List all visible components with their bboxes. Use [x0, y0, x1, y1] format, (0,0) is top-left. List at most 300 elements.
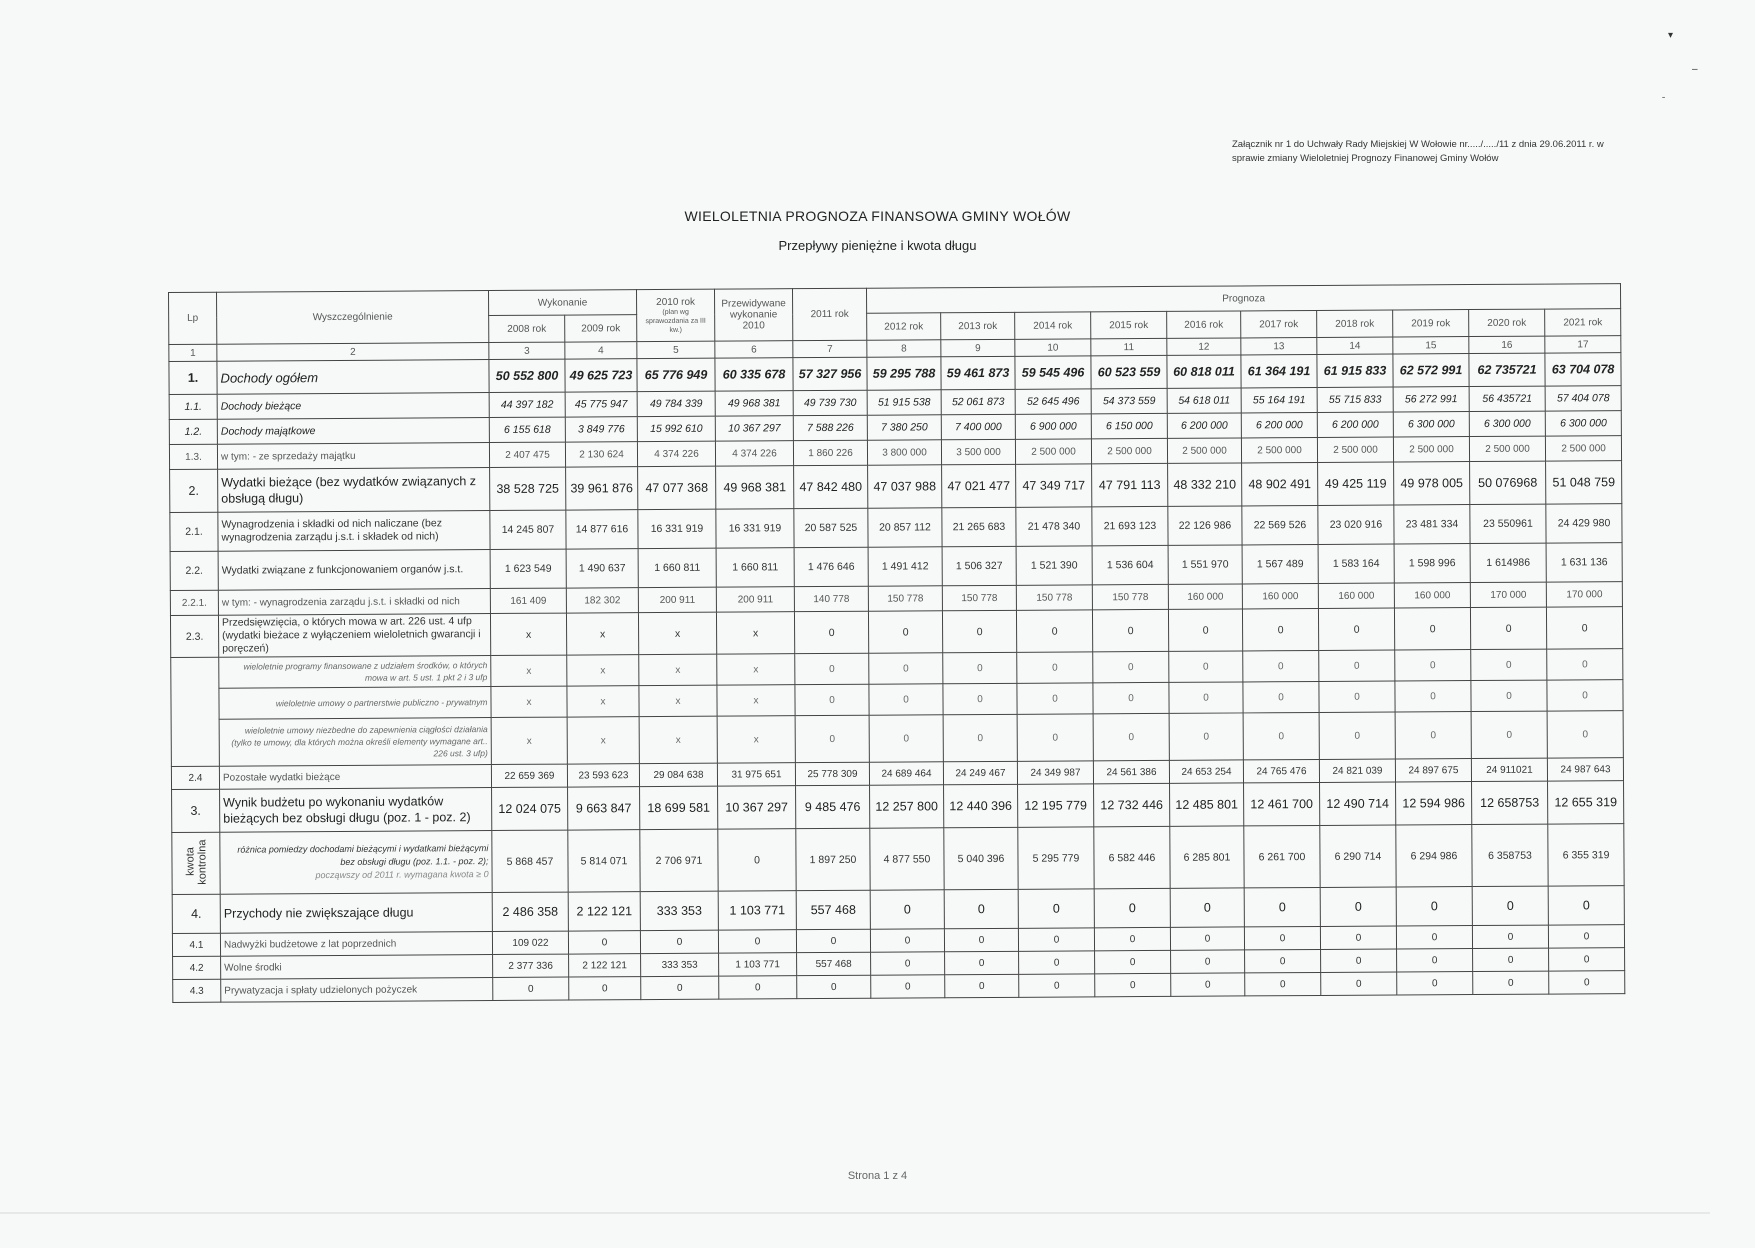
value-cell: 2 500 000 — [1317, 437, 1393, 462]
value-cell: 0 — [1318, 608, 1394, 650]
value-cell: 0 — [1547, 711, 1623, 758]
header-2009: 2009 rok — [565, 315, 637, 342]
page-title: WIELOLETNIA PROGNOZA FINANSOWA GMINY WOŁÓW — [684, 208, 1071, 224]
value-cell: 56 435721 — [1469, 386, 1545, 411]
row-description-text: w tym: - ze sprzedaży majątku — [220, 450, 356, 463]
value-cell: 6 300 000 — [1545, 411, 1621, 436]
value-cell: 6 155 618 — [489, 417, 565, 442]
value-cell: 1 614986 — [1470, 543, 1546, 582]
value-cell: 55 164 191 — [1241, 387, 1317, 412]
column-number: 7 — [793, 340, 867, 357]
column-number: 6 — [715, 341, 793, 358]
value-cell: 62 735721 — [1469, 353, 1545, 386]
row-description — [218, 511, 490, 552]
value-cell: 0 — [944, 889, 1018, 928]
row-description-text: wieloletnie programy finansowane z udziałem środków, o których mowa w art. 5 ust. 1 pkt 2 i 3 ufp — [243, 660, 488, 683]
column-number: 16 — [1469, 336, 1545, 353]
value-cell: 0 — [1018, 889, 1094, 928]
value-cell: 5 868 457 — [492, 830, 568, 892]
page-footer: Strona 1 z 4 — [847, 1170, 908, 1182]
value-cell: 15 992 610 — [637, 416, 715, 441]
value-cell: 0 — [868, 611, 942, 653]
header-forecast-year: 2014 rok — [1015, 312, 1091, 339]
value-cell: 22 659 369 — [491, 764, 567, 787]
row-number: 2.2. — [170, 551, 218, 590]
value-cell: 16 331 919 — [638, 509, 716, 548]
row-number: 2. — [170, 469, 218, 512]
value-cell: 1 103 771 — [718, 891, 796, 930]
value-cell: 9 485 476 — [796, 785, 870, 828]
annex-note: Załącznik nr 1 do Uchwały Rady Miejskiej W Wołowie nr...../...../11 z dnia 29.06.2011 r. w sprawie zmiany Wieloletniej Prognozy Finanowej Gminy Wołów — [1232, 139, 1604, 164]
value-cell: 0 — [871, 975, 945, 998]
value-cell: 0 — [1395, 712, 1471, 759]
header-forecast-year: 2018 rok — [1317, 310, 1393, 337]
value-cell: 0 — [1019, 974, 1095, 997]
row-number: 2.1. — [170, 512, 218, 551]
value-cell: 0 — [1397, 972, 1473, 995]
row-number: 2.3. — [170, 615, 218, 657]
value-cell: x — [491, 717, 567, 764]
value-cell: 0 — [1242, 608, 1318, 650]
value-cell: 7 588 226 — [793, 415, 867, 440]
value-cell: 12 732 446 — [1094, 783, 1170, 826]
row-number: 1.3. — [169, 444, 217, 469]
value-cell: 0 — [1473, 948, 1549, 971]
value-cell: 2 500 000 — [1091, 438, 1167, 463]
value-cell: 22 126 986 — [1168, 506, 1242, 545]
value-cell: 7 400 000 — [941, 414, 1015, 439]
value-cell: 21 265 683 — [942, 507, 1016, 546]
value-cell: 1 583 164 — [1318, 544, 1394, 583]
row-number: 1. — [169, 361, 217, 394]
value-cell: 0 — [945, 974, 1019, 997]
value-cell: x — [567, 717, 639, 764]
value-cell: 3 800 000 — [867, 440, 941, 465]
value-cell: 0 — [1092, 609, 1168, 651]
value-cell: 57 404 078 — [1545, 386, 1621, 411]
row-description-text: Pozostałe wydatki bieżące — [222, 771, 341, 784]
value-cell: 0 — [1470, 607, 1546, 649]
value-cell: 6 290 714 — [1320, 825, 1396, 887]
value-cell: 24 911021 — [1471, 758, 1547, 781]
row-description-text: Przedsięwzięcia, o których mowa w art. 226 ust. 4 ufp (wydatki bieżace z wyłączeniem wieloletnich gwarancji i poręczeń) — [221, 615, 481, 655]
row-description-text: wieloletnie umowy o partnerstwie publiczno - prywatnym — [275, 697, 488, 709]
value-cell: 59 461 873 — [941, 356, 1015, 389]
value-cell: 47 037 988 — [868, 465, 942, 508]
value-cell: 38 528 725 — [490, 467, 566, 510]
value-cell: 0 — [1245, 949, 1321, 972]
value-cell: 0 — [1093, 682, 1169, 713]
value-cell: 0 — [1095, 950, 1171, 973]
value-cell: 0 — [1017, 652, 1093, 683]
margin-mark: ▾ — [1668, 30, 1674, 41]
row-description — [219, 656, 491, 689]
value-cell: 0 — [1395, 650, 1471, 681]
value-cell: x — [717, 685, 795, 716]
value-cell: 160 000 — [1242, 583, 1318, 608]
row-description — [217, 443, 489, 470]
value-cell: 49 625 723 — [565, 359, 637, 392]
value-cell: 12 024 075 — [492, 787, 568, 830]
value-cell: 5 814 071 — [568, 830, 640, 892]
row-description-text: Wynik budżetu po wykonaniu wydatków bieżących bez obsługi długu (poz. 1 - poz. 2) — [223, 794, 471, 826]
value-cell: 2 500 000 — [1015, 439, 1091, 464]
value-cell: 0 — [795, 684, 869, 715]
value-cell: 557 468 — [797, 952, 871, 975]
value-cell: 2 500 000 — [1469, 436, 1545, 461]
value-cell: x — [491, 655, 567, 686]
value-cell: 12 461 700 — [1244, 782, 1320, 825]
value-cell: 1 631 136 — [1546, 543, 1622, 582]
value-cell: 0 — [1396, 887, 1472, 926]
value-cell: 49 978 005 — [1394, 462, 1470, 505]
value-cell: 0 — [1243, 650, 1319, 681]
row-number — [171, 657, 220, 766]
value-cell: 0 — [1395, 681, 1471, 712]
value-cell: 48 332 210 — [1168, 463, 1242, 506]
value-cell: 61 364 191 — [1241, 354, 1317, 387]
value-cell: 12 594 986 — [1396, 782, 1472, 825]
value-cell: 24 897 675 — [1395, 759, 1471, 782]
value-cell: 1 598 996 — [1394, 544, 1470, 583]
row-description-text: w tym: - wynagrodzenia zarządu j.s.t. i składki od nich — [221, 595, 460, 609]
value-cell: 0 — [1549, 971, 1625, 994]
header-2011: 2011 rok — [793, 288, 867, 340]
value-cell: 6 355 319 — [1548, 824, 1625, 886]
value-cell: x — [567, 655, 639, 686]
table-row — [172, 824, 1624, 895]
value-cell: 6 358753 — [1472, 824, 1548, 886]
row-description — [218, 468, 490, 513]
value-cell: 24 429 980 — [1546, 504, 1622, 543]
value-cell: 10 367 297 — [715, 416, 793, 441]
value-cell: 2 500 000 — [1393, 437, 1469, 462]
value-cell: 24 765 476 — [1243, 759, 1319, 782]
column-number: 13 — [1241, 337, 1317, 354]
value-cell: 51 048 759 — [1546, 461, 1622, 504]
value-cell: 1 490 637 — [566, 549, 638, 588]
value-cell: 23 481 334 — [1394, 505, 1470, 544]
value-cell: 1 897 250 — [796, 828, 870, 890]
value-cell: x — [567, 686, 639, 717]
value-cell: 0 — [1169, 713, 1243, 760]
header-2010-plan-note: (plan wg sprawozdania za III kw.) — [645, 308, 706, 334]
value-cell: 7 380 250 — [867, 415, 941, 440]
header-forecast-year: 2020 rok — [1469, 309, 1545, 336]
column-number: 12 — [1167, 338, 1241, 355]
value-cell: 29 084 638 — [639, 763, 717, 786]
column-number: 2 — [217, 343, 489, 362]
value-cell: x — [639, 716, 717, 763]
header-forecast-year: 2017 rok — [1241, 310, 1317, 337]
row-description — [217, 393, 489, 420]
column-number: 5 — [637, 341, 715, 358]
value-cell: 0 — [493, 977, 569, 1000]
value-cell: 1 660 811 — [716, 548, 794, 587]
value-cell: 150 778 — [1016, 585, 1092, 610]
value-cell: 65 776 949 — [637, 358, 715, 391]
value-cell: 31 975 651 — [717, 763, 795, 786]
header-forecast-year: 2016 rok — [1167, 311, 1241, 338]
column-number: 15 — [1393, 337, 1469, 354]
value-cell: 47 842 480 — [794, 465, 868, 508]
value-cell: 0 — [1320, 887, 1396, 926]
row-description — [221, 955, 493, 980]
value-cell: 60 818 011 — [1167, 355, 1241, 388]
control-amount-label: kwota kontrolna — [183, 839, 209, 885]
value-cell: 24 561 386 — [1093, 760, 1169, 783]
value-cell: 0 — [794, 611, 868, 653]
value-cell: 1 551 970 — [1168, 545, 1242, 584]
value-cell: 0 — [1170, 927, 1244, 950]
row-number — [172, 832, 220, 894]
forecast-table — [168, 283, 1625, 1003]
value-cell: 2 486 358 — [492, 892, 568, 931]
row-number: 1.2. — [169, 419, 217, 444]
column-number: 17 — [1545, 336, 1621, 353]
row-description-text: różnica pomiedzy dochodami bieżącymi i wydatkami bieżącymi bez obsługi długu (poz. 1.1. - poz. 2); — [237, 843, 489, 867]
row-description — [217, 360, 489, 395]
value-cell: 0 — [943, 683, 1017, 714]
value-cell: 21 693 123 — [1092, 506, 1168, 545]
value-cell: 24 653 254 — [1169, 760, 1243, 783]
value-cell: 161 409 — [490, 588, 566, 613]
value-cell: 1 567 489 — [1242, 544, 1318, 583]
value-cell: 48 902 491 — [1242, 462, 1318, 505]
column-number: 1 — [169, 344, 217, 361]
value-cell: 0 — [945, 951, 1019, 974]
row-number: 2.2.1. — [170, 590, 218, 615]
value-cell: 12 195 779 — [1018, 784, 1094, 827]
value-cell: 18 699 581 — [640, 786, 718, 829]
value-cell: 0 — [1094, 927, 1170, 950]
value-cell: 59 545 496 — [1015, 356, 1091, 389]
value-cell: 0 — [1169, 651, 1243, 682]
value-cell: 557 468 — [796, 890, 870, 929]
row-description-text: Dochody ogółem — [220, 369, 319, 386]
row-description-text: Wydatki bieżące (bez wydatków związanych z obsługą długu) — [221, 474, 477, 506]
value-cell: 14 245 807 — [490, 510, 566, 549]
value-cell: 49 784 339 — [637, 391, 715, 416]
value-cell: 0 — [1472, 886, 1548, 925]
value-cell: 150 778 — [868, 586, 942, 611]
value-cell: 3 849 776 — [565, 417, 637, 442]
value-cell: 12 658753 — [1472, 781, 1548, 824]
value-cell: 6 300 000 — [1469, 411, 1545, 436]
value-cell: 1 506 327 — [942, 546, 1016, 585]
value-cell: x — [566, 613, 638, 655]
value-cell: 0 — [1319, 681, 1395, 712]
value-cell: 170 000 — [1470, 582, 1546, 607]
value-cell: 333 353 — [641, 953, 719, 976]
value-cell: 2 407 475 — [489, 442, 565, 467]
value-cell: 6 582 446 — [1094, 826, 1170, 888]
row-number: 3. — [172, 789, 220, 832]
margin-mark: ˉ — [1662, 96, 1666, 107]
value-cell: 160 000 — [1168, 584, 1242, 609]
value-cell: 0 — [1171, 950, 1245, 973]
row-description-note: począwszy od 2011 r. wymagana kwota ≥ 0 — [315, 869, 489, 881]
value-cell: 12 440 396 — [944, 784, 1018, 827]
header-2008: 2008 rok — [489, 315, 565, 342]
value-cell: x — [638, 612, 716, 654]
value-cell: 51 915 538 — [867, 390, 941, 415]
row-description-text: Dochody majątkowe — [220, 425, 316, 438]
value-cell: 23 020 916 — [1318, 505, 1394, 544]
value-cell: 12 655 319 — [1548, 781, 1624, 824]
value-cell: 6 300 000 — [1393, 412, 1469, 437]
value-cell: 0 — [1093, 713, 1169, 760]
value-cell: 6 200 000 — [1317, 412, 1393, 437]
column-number: 9 — [941, 339, 1015, 356]
value-cell: 47 077 368 — [638, 466, 716, 509]
value-cell: 6 261 700 — [1244, 825, 1320, 887]
value-cell: 20 857 112 — [868, 508, 942, 547]
header-forecast-year: 2021 rok — [1545, 309, 1621, 336]
value-cell: 0 — [1017, 683, 1093, 714]
value-cell: 2 377 336 — [493, 954, 569, 977]
header-description: Wyszczególnienie — [217, 291, 489, 345]
header-forecast-year: 2013 rok — [941, 312, 1015, 339]
value-cell: 0 — [795, 715, 869, 762]
value-cell: 24 987 643 — [1547, 758, 1623, 781]
value-cell: 54 373 559 — [1091, 388, 1167, 413]
value-cell: 140 778 — [794, 586, 868, 611]
value-cell: 0 — [795, 653, 869, 684]
value-cell: 2 122 121 — [569, 954, 641, 977]
value-cell: 0 — [796, 929, 870, 952]
value-cell: 182 302 — [566, 588, 638, 613]
value-cell: 0 — [1016, 610, 1092, 652]
value-cell: 0 — [1094, 888, 1170, 927]
value-cell: 200 911 — [716, 587, 794, 612]
value-cell: 2 706 971 — [640, 829, 718, 891]
value-cell: 45 775 947 — [565, 392, 637, 417]
column-number: 10 — [1015, 339, 1091, 356]
value-cell: 0 — [1171, 973, 1245, 996]
value-cell: 60 335 678 — [715, 358, 793, 391]
value-cell: 0 — [1243, 681, 1319, 712]
value-cell: 59 295 788 — [867, 357, 941, 390]
value-cell: 6 150 000 — [1091, 413, 1167, 438]
value-cell: 20 587 525 — [794, 508, 868, 547]
value-cell: 0 — [870, 890, 944, 929]
value-cell: 6 285 801 — [1170, 826, 1244, 888]
value-cell: 0 — [869, 715, 943, 762]
row-description-text: Nadwyżki budżetowe z lat poprzednich — [223, 938, 397, 951]
value-cell: 0 — [943, 714, 1017, 761]
value-cell: 49 968 381 — [715, 391, 793, 416]
header-lp: Lp — [169, 292, 217, 344]
scan-edge — [0, 1212, 1710, 1214]
value-cell: 49 739 730 — [793, 390, 867, 415]
value-cell: 0 — [1471, 711, 1547, 758]
header-forecast-year: 2015 rok — [1091, 311, 1167, 338]
row-description — [220, 932, 492, 957]
value-cell: 1 491 412 — [868, 547, 942, 586]
value-cell: 57 327 956 — [793, 357, 867, 390]
row-description — [220, 788, 492, 833]
value-cell: 2 500 000 — [1167, 438, 1241, 463]
header-forecast-year: 2012 rok — [867, 313, 941, 340]
value-cell: 61 915 833 — [1317, 354, 1393, 387]
value-cell: 0 — [1320, 926, 1396, 949]
value-cell: 5 040 396 — [944, 827, 1018, 889]
row-description-text: Przychody nie zwiększające długu — [223, 905, 414, 921]
value-cell: 5 295 779 — [1018, 827, 1094, 889]
value-cell: 0 — [568, 931, 640, 954]
value-cell: 16 331 919 — [716, 509, 794, 548]
value-cell: 24 349 987 — [1017, 761, 1093, 784]
row-description — [219, 718, 491, 767]
value-cell: 0 — [1321, 972, 1397, 995]
value-cell: 50 552 800 — [489, 359, 565, 392]
row-description-text: Wydatki związane z funkcjonowaniem organów j.s.t. — [221, 562, 464, 577]
value-cell: 200 911 — [638, 587, 716, 612]
value-cell: 0 — [1471, 649, 1547, 680]
value-cell: 0 — [1168, 609, 1242, 651]
value-cell: 1 860 226 — [793, 440, 867, 465]
value-cell: 0 — [1319, 712, 1395, 759]
value-cell: 0 — [1547, 680, 1623, 711]
header-2010-plan-year: 2010 rok — [656, 296, 696, 308]
value-cell: x — [716, 612, 794, 654]
column-number: 8 — [867, 340, 941, 357]
column-number: 3 — [489, 342, 565, 359]
row-description — [218, 614, 490, 658]
page-subtitle: Przepływy pieniężne i kwota długu — [778, 238, 977, 253]
value-cell: 2 500 000 — [1545, 436, 1621, 461]
value-cell: 4 877 550 — [870, 828, 944, 890]
value-cell: 0 — [1473, 971, 1549, 994]
value-cell: 1 536 604 — [1092, 545, 1168, 584]
row-number: 2.4 — [171, 766, 219, 789]
value-cell: 0 — [1548, 886, 1624, 925]
value-cell: 6 900 000 — [1015, 414, 1091, 439]
value-cell: 21 478 340 — [1016, 507, 1092, 546]
value-cell: 52 645 496 — [1015, 389, 1091, 414]
value-cell: 0 — [1549, 948, 1625, 971]
value-cell: 6 294 986 — [1396, 825, 1472, 887]
value-cell: x — [639, 654, 717, 685]
value-cell: 0 — [1018, 928, 1094, 951]
value-cell: 0 — [641, 976, 719, 999]
value-cell: 0 — [869, 684, 943, 715]
value-cell: 54 618 011 — [1167, 388, 1241, 413]
row-number: 1.1. — [169, 394, 217, 419]
row-description-text: Wolne środki — [224, 961, 282, 974]
margin-mark: – — [1692, 64, 1698, 75]
row-description-text: wieloletnie umowy niezbedne do zapewnienia ciągłości działania (tylko te umowy, dla których można określi elementy wymagane art.. 226 ust. 3 ufp) — [231, 724, 488, 759]
value-cell: 0 — [942, 610, 1016, 652]
row-number: 4.2 — [173, 956, 221, 979]
value-cell: x — [490, 613, 566, 655]
value-cell: 12 485 801 — [1170, 783, 1244, 826]
value-cell: 55 715 833 — [1317, 387, 1393, 412]
value-cell: 2 130 624 — [565, 442, 637, 467]
value-cell: 1 623 549 — [490, 549, 566, 588]
value-cell: 4 374 226 — [637, 441, 715, 466]
value-cell: 24 821 039 — [1319, 759, 1395, 782]
value-cell: 0 — [1548, 925, 1624, 948]
value-cell: 0 — [719, 976, 797, 999]
value-cell: 2 122 121 — [568, 892, 640, 931]
value-cell: 0 — [1095, 973, 1171, 996]
header-forecast-year: 2019 rok — [1393, 310, 1469, 337]
value-cell: 47 349 717 — [1016, 464, 1092, 507]
value-cell: 0 — [1243, 712, 1319, 759]
value-cell: 160 000 — [1318, 583, 1394, 608]
